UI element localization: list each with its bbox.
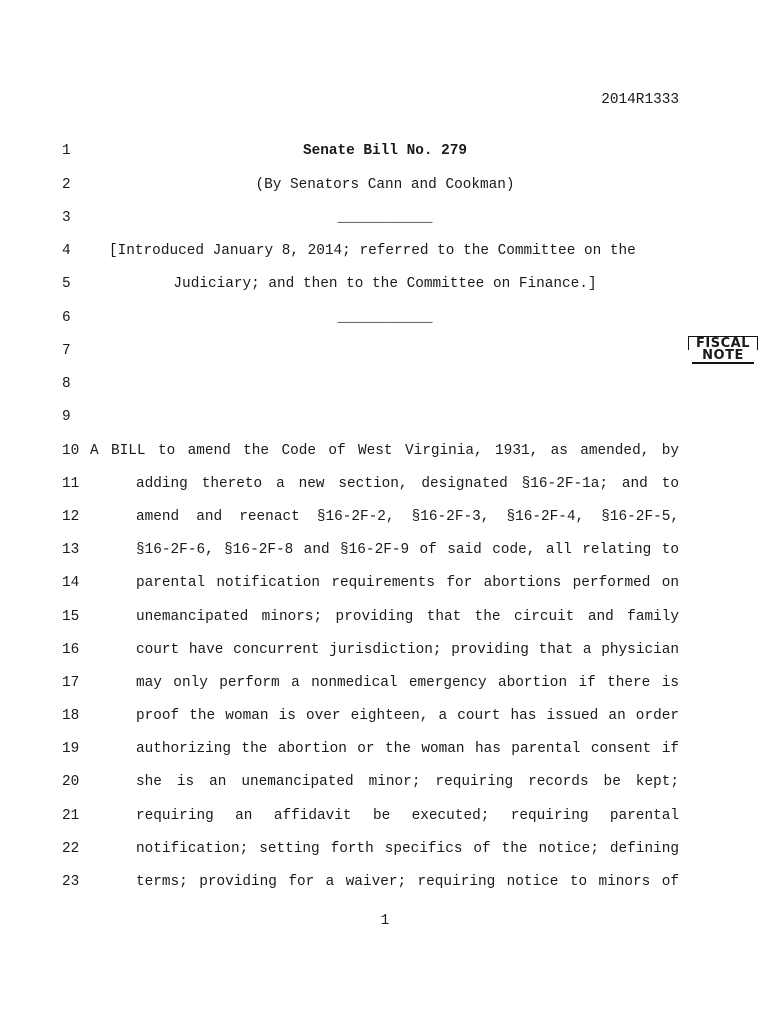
line-19 [0, 739, 770, 759]
bill-text-line: §16-2F-6, §16-2F-8 and §16-2F-9 of said code, all relating to [136, 542, 679, 558]
bill-text-line: proof the woman is over eighteen, a court has issued an order [136, 708, 679, 724]
fiscal-note-label: FISCAL [688, 336, 758, 350]
line-14 [0, 573, 770, 593]
line-number: 4 [62, 243, 71, 259]
line-number: 22 [62, 841, 80, 857]
bill-text-line: parental notification requirements for abortions performed on [136, 575, 679, 591]
line-23 [0, 872, 770, 892]
bill-text-line: terms; providing for a waiver; requiring notice to minors of [136, 874, 679, 890]
line-number: 20 [62, 774, 80, 790]
separator: ___________ [337, 210, 433, 226]
line-4 [0, 241, 770, 261]
document-id: 2014R1333 [601, 92, 679, 108]
line-10 [0, 441, 770, 461]
introduction-line: [Introduced January 8, 2014; referred to the Committee on the [109, 243, 636, 259]
line-number: 11 [62, 476, 80, 492]
line-number: 19 [62, 741, 80, 757]
line-number: 3 [62, 210, 71, 226]
sponsors: (By Senators Cann and Cookman) [255, 177, 515, 193]
line-number: 14 [62, 575, 80, 591]
line-18 [0, 706, 770, 726]
line-2 [0, 175, 770, 195]
line-21 [0, 806, 770, 826]
line-8 [0, 374, 770, 394]
line-number: 6 [62, 310, 71, 326]
line-number: 21 [62, 808, 80, 824]
line-7 [0, 341, 770, 361]
line-number: 8 [62, 376, 71, 392]
separator: ___________ [337, 310, 433, 326]
line-number: 7 [62, 343, 71, 359]
bill-text-line: she is an unemancipated minor; requiring records be kept; [136, 774, 679, 790]
page-number: 1 [380, 913, 390, 929]
bill-text-line: amend and reenact §16-2F-2, §16-2F-3, §16-2F-4, §16-2F-5, [136, 509, 679, 525]
line-12 [0, 507, 770, 527]
line-number: 13 [62, 542, 80, 558]
line-11 [0, 474, 770, 494]
line-15 [0, 607, 770, 627]
bill-title: Senate Bill No. 279 [302, 143, 468, 159]
line-number: 18 [62, 708, 80, 724]
bill-text-line: court have concurrent jurisdiction; providing that a physician [136, 642, 679, 658]
introduction-line: Judiciary; and then to the Committee on Finance.] [173, 276, 597, 292]
line-number: 2 [62, 177, 71, 193]
bill-text-line: A BILL to amend the Code of West Virginia, 1931, as amended, by [90, 443, 679, 459]
bill-text-line: notification; setting forth specifics of the notice; defining [136, 841, 679, 857]
line-number: 17 [62, 675, 80, 691]
line-5 [0, 274, 770, 294]
line-number: 23 [62, 874, 80, 890]
bill-text-line: unemancipated minors; providing that the circuit and family [136, 609, 679, 625]
line-3 [0, 208, 770, 228]
line-number: 16 [62, 642, 80, 658]
line-22 [0, 839, 770, 859]
line-20 [0, 772, 770, 792]
line-number: 5 [62, 276, 71, 292]
fiscal-note-stamp[interactable] [688, 336, 758, 362]
line-1 [0, 141, 770, 161]
line-number: 10 [62, 443, 80, 459]
line-9 [0, 407, 770, 427]
line-17 [0, 673, 770, 693]
bill-text-line: may only perform a nonmedical emergency abortion if there is [136, 675, 679, 691]
line-number: 12 [62, 509, 80, 525]
bill-text-line: adding thereto a new section, designated §16-2F-1a; and to [136, 476, 679, 492]
line-6 [0, 308, 770, 328]
line-number: 15 [62, 609, 80, 625]
line-13 [0, 540, 770, 560]
bill-text-line: requiring an affidavit be executed; requiring parental [136, 808, 679, 824]
line-number: 1 [62, 143, 71, 159]
bill-text-line: authorizing the abortion or the woman has parental consent if [136, 741, 679, 757]
line-number: 9 [62, 409, 71, 425]
fiscal-note-label: NOTE [692, 350, 754, 364]
line-16 [0, 640, 770, 660]
